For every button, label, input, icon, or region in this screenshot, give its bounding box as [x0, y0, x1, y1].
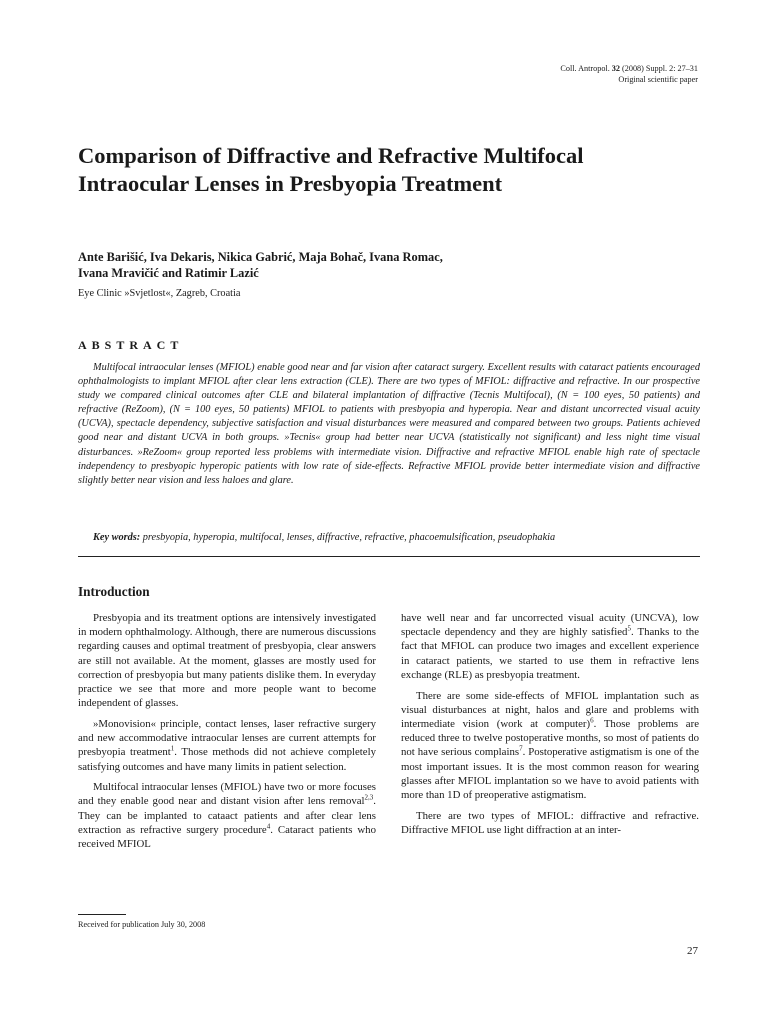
citation-ref: 6 — [590, 716, 594, 725]
left-column — [78, 611, 376, 858]
abstract-heading: ABSTRACT — [78, 338, 184, 352]
citation-ref: 1 — [170, 744, 175, 753]
text-run: . Those methods did not achieve completely satisfying outcomes and have many limits in patient selection. — [78, 746, 376, 773]
citation-ref: 5 — [627, 624, 631, 633]
paragraph — [401, 611, 699, 682]
affiliation: Eye Clinic »Svjetlost«, Zagreb, Croatia — [78, 288, 241, 299]
paragraph: There are two types of MFIOL: diffractive and refractive. Diffractive MFIOL use light diffraction at an inter- — [401, 809, 699, 836]
keywords-list: presbyopia, hyperopia, multifocal, lenses, diffractive, refractive, phacoemulsification, pseudophakia — [140, 532, 556, 543]
author-list — [78, 250, 638, 281]
text-run: . They can be implanted to cataact patients and after clear lens extraction as refractive surgery procedure — [78, 795, 376, 836]
text-run: . Thanks to the fact that MFIOL can produce two images and excellent experience in cataract patients, we started to use them in refractive lens exchange (RLE) as presbyopia treatment. — [401, 626, 700, 681]
right-column — [401, 611, 699, 844]
section-heading-introduction: Introduction — [78, 584, 150, 599]
paper-type: Original scientific paper — [618, 75, 698, 84]
keywords — [78, 531, 700, 545]
text-run: . Postoperative astigmatism is one of the most important issues. It is the most common reason for wearing glasses after MFIOL implantation so we have to avoid patients with more than 1D of preoperative astigmatism. — [401, 746, 699, 801]
keywords-label: Key words: — [93, 532, 141, 543]
paragraph: Presbyopia and its treatment options are intensively investigated in modern ophthalmology. Although, there are numerous discussions regarding causes and optimal treatment of presbyopia, clear answers are still not available. At the moment, glasses are mostly used for correction of presbyopia but many patients dislike them. In everyday practice we see that more and more people want to become independent of glasses. — [78, 612, 376, 710]
citation-ref: 2,3 — [364, 793, 374, 802]
footnote: Received for publication July 30, 2008 — [78, 920, 206, 929]
paragraph — [401, 689, 699, 803]
text-run: . Cataract patients who received MFIOL — [78, 823, 376, 851]
journal-suffix: (2008) Suppl. 2: 27–31 — [619, 64, 698, 73]
citation-ref: 4 — [266, 822, 271, 831]
paragraph — [78, 717, 376, 774]
text-run: Multifocal intraocular lenses (MFIOL) have two or more focuses and they enable good near and distant vision after lens removal — [78, 781, 376, 808]
author-line-2: Ivana Mravičić and Ratimir Lazić — [78, 265, 259, 280]
footnote-divider — [78, 914, 126, 915]
journal-citation — [560, 63, 698, 74]
journal-reference — [560, 63, 698, 85]
text-run: have well near and far uncorrected visual acuity (UNCVA), low spectacle dependency and they are highly satisfied — [401, 612, 699, 639]
journal-volume: 32 — [611, 64, 620, 73]
text-run: »Monovision« principle, contact lenses, laser refractive surgery and new accommodative intraocular lenses are current attempts for presbyopia treatment — [78, 717, 376, 759]
author-line-1: Ante Barišić, Iva Dekaris, Nikica Gabrić, Maja Bohač, Ivana Romac, — [78, 250, 443, 264]
page-number: 27 — [687, 945, 698, 957]
journal-prefix: Coll. Antropol. — [560, 64, 612, 73]
abstract-divider — [78, 556, 700, 557]
text-run: . Those problems are reduced three to twelve postoperative months, so most of patients do not have serious complains — [401, 717, 699, 759]
paragraph — [78, 780, 376, 851]
paper-title: Comparison of Diffractive and Refractive Multifocal Intraocular Lenses in Presbyopia Treatment — [78, 143, 584, 196]
text-run: There are some side-effects of MFIOL implantation such as visual disturbances at night, halos and glare and problems with intermediate vision (work at computer) — [401, 689, 699, 730]
abstract-text: Multifocal intraocular lenses (MFIOL) enable good near and far vision after cataract surgery. Excellent results with cataract patients encouraged ophthalmologists to implant MFIOL after clear lens extraction (CLE). There are two types of MFIOL: diffractive and refractive. In our prospective study we compared clinical outcomes after CLE and bilateral implantation of diffractive (Tecnis Multifocal), (N = 100 eyes, 50 patients) and refractive (ReZoom), (N = 100 eyes, 50 patients) MFIOL to patients with presbyopia and hyperopia. Near and distant uncorrected visual acuity (UCVA), spectacle dependency, subjective satisfaction and visual disturbances were measured and compared between two groups. Patients achieved good near and distant UCVA in both groups. »Tecnis« group had better near UCVA (statistically not significant) and less night time visual disturbances. »ReZoom« group reported less problems with intermediate vision. Diffractive and refractive MFIOL enable high rate of spectacle independency to presbyopic hyperopic patients with low rate of side-effects. Refractive MFIOL provide better intermediate vision and diffractive slightly better near vision and less haloes and glare. — [78, 362, 700, 486]
citation-ref: 7 — [519, 744, 523, 753]
